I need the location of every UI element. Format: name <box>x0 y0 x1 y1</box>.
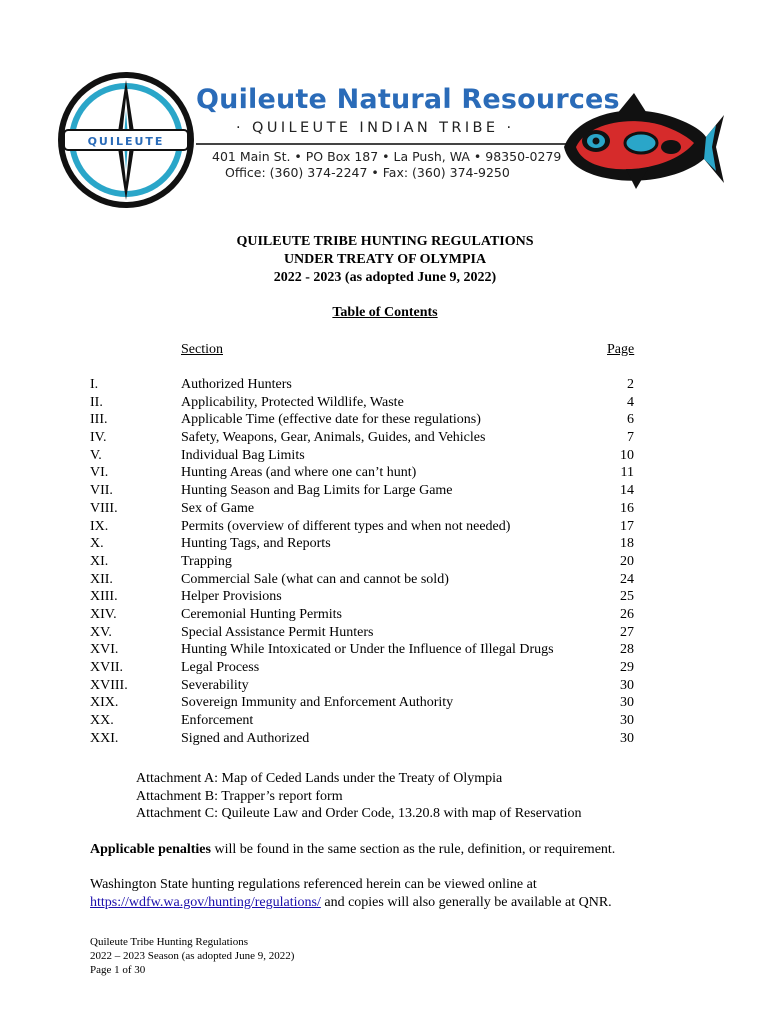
toc-row-page: 26 <box>620 606 634 622</box>
toc-row-page: 18 <box>620 536 634 552</box>
toc-row-title: Sovereign Immunity and Enforcement Authority <box>181 695 454 711</box>
toc-row-page: 16 <box>620 500 634 516</box>
toc-row <box>90 677 638 695</box>
page-footer <box>90 935 294 977</box>
toc-row-title: Individual Bag Limits <box>181 447 305 463</box>
toc-row <box>90 394 638 412</box>
toc-row-number: XIX. <box>90 695 119 711</box>
toc-row <box>90 376 638 394</box>
toc-row <box>90 447 638 465</box>
toc-row-title: Safety, Weapons, Gear, Animals, Guides, and Vehicles <box>181 430 486 446</box>
tribe-line: · QUILEUTE INDIAN TRIBE · <box>236 120 515 136</box>
toc-row-page: 14 <box>620 483 634 499</box>
toc-row-title: Legal Process <box>181 660 260 675</box>
toc-row-page: 20 <box>620 553 634 569</box>
attachment-c: Attachment C: Quileute Law and Order Code, 13.20.8 with map of Reservation <box>136 806 582 822</box>
toc-row-number: IV. <box>90 430 107 446</box>
toc-row-number: XIV. <box>90 606 117 622</box>
toc-row-title: Applicable Time (effective date for these regulations) <box>181 412 481 428</box>
toc-row-number: VI. <box>90 465 109 481</box>
toc-row <box>90 730 638 748</box>
toc-row-title: Trapping <box>181 553 232 569</box>
org-name: Quileute Natural Resources <box>196 84 620 115</box>
toc-page-header: Page <box>607 342 635 357</box>
toc-row <box>90 571 638 589</box>
toc-row-page: 30 <box>620 677 634 693</box>
toc-row-number: VII. <box>90 483 113 499</box>
toc-row-title: Commercial Sale (what can and cannot be sold) <box>181 571 449 587</box>
toc-row-page: 11 <box>620 465 634 481</box>
penalties-text: will be found in the same section as the rule, definition, or requirement. <box>210 842 616 857</box>
regulations-link[interactable]: https://wdfw.wa.gov/hunting/regulations/ <box>90 895 321 910</box>
toc-row-page: 25 <box>620 589 634 605</box>
toc-row-title: Applicability, Protected Wildlife, Waste <box>181 394 404 410</box>
toc-row <box>90 518 638 536</box>
toc-row-title: Hunting Season and Bag Limits for Large Game <box>181 483 453 499</box>
toc-row-number: V. <box>90 447 102 463</box>
toc-row-number: XXI. <box>90 730 119 746</box>
phone-line: Office: (360) 374-2247 • Fax: (360) 374-9250 <box>225 165 510 180</box>
title-line-3: 2022 - 2023 (as adopted June 9, 2022) <box>273 270 497 285</box>
toc-row-number: II. <box>90 394 103 410</box>
washington-paragraph <box>90 876 612 912</box>
footer-line-1: Quileute Tribe Hunting Regulations <box>90 936 248 948</box>
toc-row-number: IX. <box>90 518 109 534</box>
toc-row-title: Severability <box>181 677 249 693</box>
toc-row <box>90 712 638 730</box>
toc-row <box>90 464 638 482</box>
toc-row-page: 28 <box>620 642 634 658</box>
toc-row-page: 6 <box>627 412 634 428</box>
toc-row-title: Enforcement <box>181 713 254 729</box>
toc-row-page: 24 <box>620 571 634 587</box>
toc-heading: Table of Contents <box>332 305 438 320</box>
toc-row-title: Signed and Authorized <box>181 730 310 746</box>
penalties-bold: Applicable penalties <box>90 842 211 857</box>
toc-row-title: Hunting Areas (and where one can’t hunt) <box>181 465 417 481</box>
header-rule <box>196 143 568 145</box>
salmon-art-icon <box>556 85 726 195</box>
toc-row-page: 30 <box>620 713 634 729</box>
document-title <box>0 233 770 287</box>
toc-row-page: 17 <box>620 518 634 534</box>
toc-row-title: Permits (overview of different types and when not needed) <box>181 518 511 534</box>
toc-row-title: Helper Provisions <box>181 589 282 605</box>
toc-row-title: Authorized Hunters <box>181 377 292 392</box>
toc-row <box>90 641 638 659</box>
toc-row-number: XVIII. <box>90 677 128 693</box>
toc-row-number: XIII. <box>90 589 118 605</box>
attachment-b: Attachment B: Trapper’s report form <box>136 788 343 804</box>
toc-row <box>90 429 638 447</box>
toc-row-number: XII. <box>90 571 113 587</box>
footer-page-number: Page 1 of 30 <box>90 964 146 976</box>
toc-row <box>90 694 638 712</box>
toc-row-number: XI. <box>90 553 109 569</box>
toc-row-number: I. <box>90 377 99 392</box>
toc-row-number: XV. <box>90 624 112 640</box>
attachments-list <box>136 770 582 823</box>
washington-rest: and copies will also generally be available at QNR. <box>320 895 612 910</box>
toc-row-number: XVI. <box>90 642 119 658</box>
title-line-2: UNDER TREATY OF OLYMPIA <box>283 252 487 267</box>
letterhead <box>0 0 770 215</box>
toc-row <box>90 588 638 606</box>
toc-row <box>90 411 638 429</box>
title-line-1: QUILEUTE TRIBE HUNTING REGULATIONS <box>236 234 534 249</box>
table-of-contents <box>90 376 638 747</box>
toc-row-title: Hunting Tags, and Reports <box>181 536 331 552</box>
toc-row-number: VIII. <box>90 500 118 516</box>
toc-row-number: X. <box>90 536 104 552</box>
address-line: 401 Main St. • PO Box 187 • La Push, WA • 98350-0279 <box>212 149 562 164</box>
toc-row-page: 2 <box>627 377 634 392</box>
quileute-star-logo <box>56 70 196 210</box>
toc-row <box>90 482 638 500</box>
toc-row-title: Special Assistance Permit Hunters <box>181 624 374 640</box>
washington-line-1: Washington State hunting regulations referenced herein can be viewed online at <box>90 877 537 892</box>
attachment-a: Attachment A: Map of Ceded Lands under the Treaty of Olympia <box>136 771 503 786</box>
toc-row <box>90 659 638 677</box>
toc-row-title: Ceremonial Hunting Permits <box>181 606 342 622</box>
toc-row-page: 4 <box>627 394 634 410</box>
toc-row <box>90 624 638 642</box>
toc-row-number: XX. <box>90 713 114 729</box>
toc-row-number: III. <box>90 412 108 428</box>
toc-row-page: 30 <box>620 730 634 746</box>
footer-line-2: 2022 – 2023 Season (as adopted June 9, 2022) <box>90 950 295 962</box>
toc-row <box>90 535 638 553</box>
toc-row <box>90 553 638 571</box>
toc-row-title: Sex of Game <box>181 500 255 516</box>
toc-row-page: 29 <box>620 660 634 675</box>
toc-row-page: 30 <box>620 695 634 711</box>
penalties-paragraph <box>90 841 615 859</box>
toc-section-header: Section <box>181 342 223 357</box>
toc-row-page: 10 <box>620 447 634 463</box>
logo-text: QUILEUTE <box>87 135 165 148</box>
toc-row <box>90 606 638 624</box>
toc-row-number: XVII. <box>90 660 124 675</box>
toc-row-page: 7 <box>627 430 634 446</box>
toc-row-page: 27 <box>620 624 634 640</box>
toc-row <box>90 500 638 518</box>
toc-row-title: Hunting While Intoxicated or Under the Influence of Illegal Drugs <box>181 642 554 658</box>
